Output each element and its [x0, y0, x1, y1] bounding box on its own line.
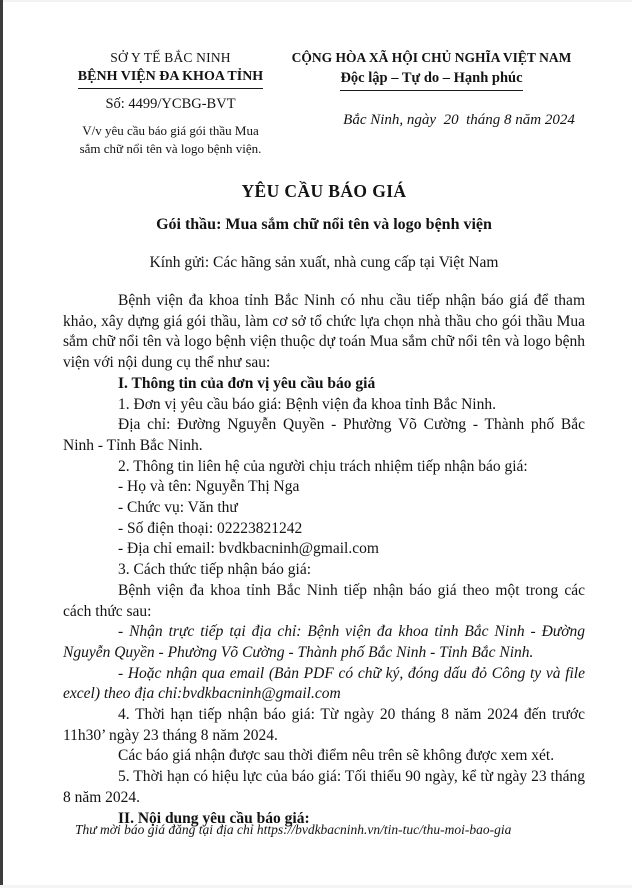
item-deadline: 4. Thời hạn tiếp nhận báo giá: Từ ngày 20 tháng 8 năm 2024 đến trước 11h30’ ngày 23 tháng 8 năm 2024.	[63, 706, 585, 744]
item-validity-period: 5. Thời hạn có hiệu lực của báo giá: Tối thiểu 90 ngày, kể từ ngày 23 tháng 8 năm 2024.	[63, 768, 585, 806]
subject-line-2: sắm chữ nổi tên và logo bệnh viện.	[79, 140, 262, 156]
package-subtitle: Gói thầu: Mua sắm chữ nổi tên và logo bệnh viện	[156, 216, 492, 233]
item-receive-in-person: - Nhận trực tiếp tại địa chỉ: Bệnh viện đa khoa tỉnh Bắc Ninh - Đường Nguyễn Quyền - Phường Võ Cường - Thành phố Bắc Ninh - Tỉnh Bắc Ninh.	[63, 623, 585, 661]
item-contact-info-heading: 2. Thông tin liên hệ của người chịu trách nhiệm tiếp nhận báo giá:	[118, 457, 528, 475]
paragraph-receiving-intro: Bệnh viện đa khoa tỉnh Bắc Ninh tiếp nhận báo giá theo một trong các cách thức sau:	[63, 581, 585, 620]
parent-department-name: SỞ Y TẾ BẮC NINH	[110, 50, 231, 65]
national-title: CỘNG HÒA XÃ HỘI CHỦ NGHĨA VIỆT NAM	[291, 50, 572, 65]
salutation-line: Kính gửi: Các hãng sản xuất, nhà cung cấp tại Việt Nam	[149, 254, 499, 271]
item-requesting-unit: 1. Đơn vị yêu cầu báo giá: Bệnh viện đa khoa tỉnh Bắc Ninh.	[118, 395, 496, 413]
place-date-line: Bắc Ninh, ngày 20 tháng 8 năm 2024	[343, 112, 575, 128]
item-receiving-method-heading: 3. Cách thức tiếp nhận báo giá:	[118, 561, 312, 579]
section-heading-I: I. Thông tin của đơn vị yêu cầu báo giá	[118, 374, 376, 392]
section-heading-II: II. Nội dung yêu cầu báo giá:	[118, 809, 310, 827]
paragraph-intro: Bệnh viện đa khoa tỉnh Bắc Ninh có nhu cầu tiếp nhận báo giá để tham khảo, xây dựng giá gói thầu, làm cơ sở tổ chức lựa chọn nhà thầu cho gói thầu Mua sắm chữ nổi tên và logo bệnh viện thuộc dự toán Mua sắm chữ nổi tên và logo bệnh viện với nội dung cụ thể như sau:	[63, 292, 585, 372]
item-contact-name: - Họ và tên: Nguyễn Thị Nga	[118, 478, 300, 496]
item-receive-by-email: - Hoặc nhận qua email (Bản PDF có chữ ký, đóng dấu đỏ Công ty và file excel) theo địa chỉ:bvdkbacninh@gmail.com	[63, 664, 585, 703]
national-motto-line	[278, 70, 585, 91]
document-title: YÊU CẦU BÁO GIÁ	[241, 181, 407, 201]
paragraph-late-quotes-note: Các báo giá nhận được sau thời điểm nêu trên sẽ không được xem xét.	[118, 747, 555, 765]
item-contact-phone: - Số điện thoại: 02223821242	[118, 519, 303, 537]
issuing-org-block	[63, 50, 278, 157]
scan-edge-left	[0, 0, 3, 888]
scan-edge-top	[0, 0, 632, 2]
hospital-name-line	[63, 69, 278, 89]
item-contact-email: - Địa chỉ email: bvdkbacninh@gmail.com	[118, 540, 379, 558]
national-header-block	[278, 50, 585, 157]
item-contact-position: - Chức vụ: Văn thư	[118, 499, 238, 517]
document-body	[63, 291, 585, 829]
footer-note: Thư mời báo giá đăng tại địa chỉ https://bvdkbacninh.vn/tin-tuc/thu-moi-bao-gia	[75, 822, 512, 837]
subject-line-1: V/v yêu cầu báo giá gói thầu Mua	[82, 123, 259, 138]
document-header	[63, 50, 585, 157]
national-motto: Độc lập – Tự do – Hạnh phúc	[340, 70, 522, 91]
document-number: Số: 4499/YCBG-BVT	[105, 96, 236, 112]
item-address: Địa chỉ: Đường Nguyễn Quyền - Phường Võ Cường - Thành phố Bắc Ninh - Tỉnh Bắc Ninh.	[63, 416, 585, 454]
hospital-name: BỆNH VIỆN ĐA KHOA TỈNH	[78, 69, 263, 89]
document-content	[63, 50, 585, 829]
